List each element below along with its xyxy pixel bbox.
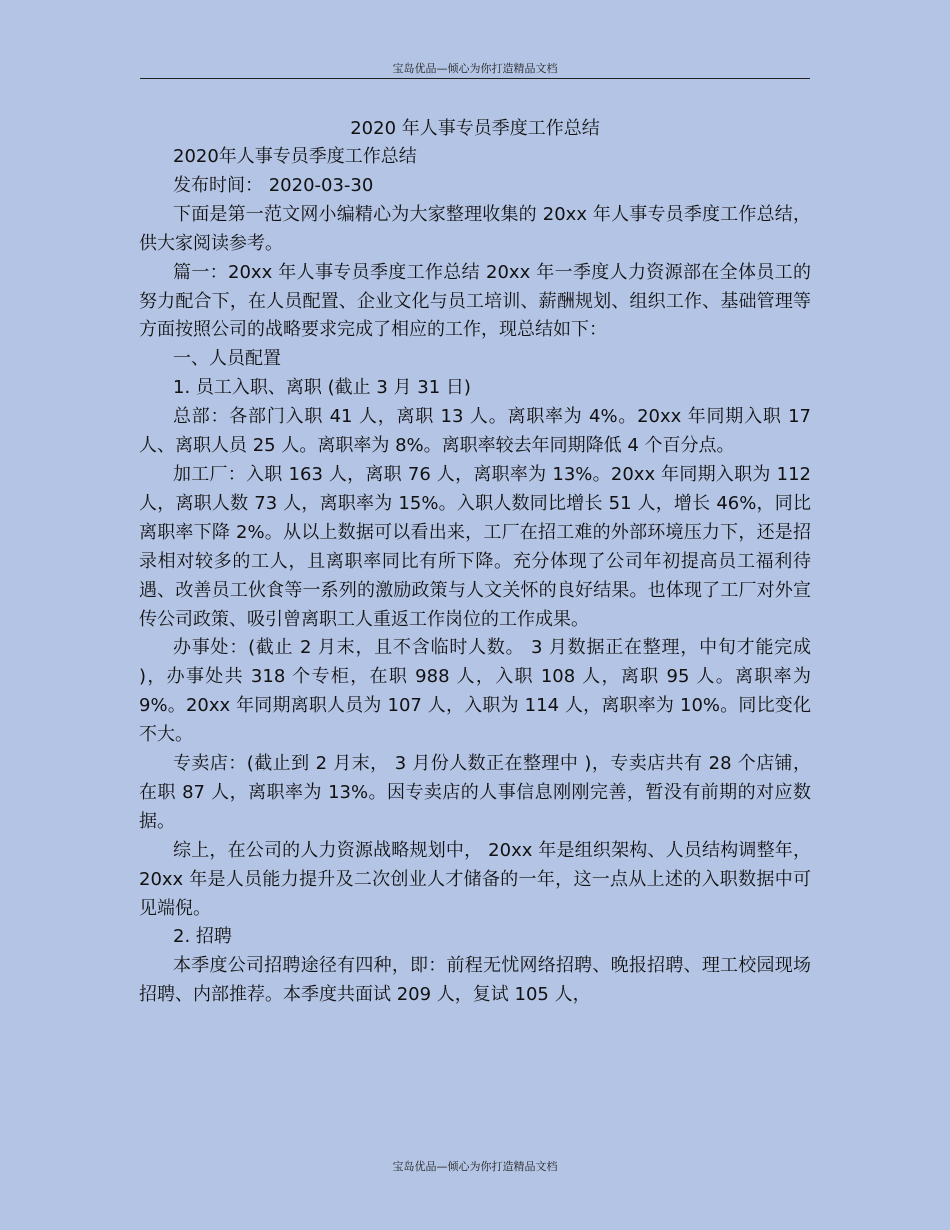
office-paragraph: 办事处：(截止 2 月末，且不含临时人数。 3 月数据正在整理，中旬才能完成 )，办事处共 318 个专柜，在职 988 人，入职 108 人，离职 95 人。离职率为 9%。20xx 年同期离职人员为 107 人，入职为 114 人，离职率为 10%。同比变化不大。 (139, 637, 811, 746)
document-title: 2020 年人事专员季度工作总结 (350, 118, 600, 139)
chapter-one-paragraph: 篇一：20xx 年人事专员季度工作总结 20xx 年一季度人力资源部在全体员工的努力配合下，在人员配置、企业文化与员工培训、薪酬规划、组织工作、基础管理等方面按照公司的战略要求完成了相应的工作，现总结如下： (139, 261, 811, 341)
headquarters-paragraph: 总部：各部门入职 41 人，离职 13 人。离职率为 4%。20xx 年同期入职 17 人、离职人员 25 人。离职率为 8%。离职率较去年同期降低 4 个百分点。 (139, 406, 811, 457)
store-paragraph: 专卖店：(截止到 2 月末， 3 月份人数正在整理中 )，专卖店共有 28 个店铺，在职 87 人，离职率为 13%。因专卖店的人事信息刚刚完善，暂没有前期的对应数据。 (139, 753, 811, 832)
section-heading-staffing: 一、人员配置 (173, 348, 281, 370)
document-body (139, 143, 811, 1010)
header-divider (140, 78, 810, 79)
factory-paragraph: 加工厂：入职 163 人，离职 76 人，离职率为 13%。20xx 年同期入职为 112 人，离职人数 73 人，离职率为 15%。入职人数同比增长 51 人，增长 46%，同比离职率下降 2%。从以上数据可以看出来，工厂在招工难的外部环境压力下，还是招录相对较多的工人，且离职率同比有所下降。充分体现了公司年初提高员工福利待遇、改善员工伙食等一系列的激励政策与人文关怀的良好结果。也体现了工厂对外宣传公司政策、吸引曾离职工人重返工作岗位的工作成果。 (139, 463, 811, 630)
intro-paragraph: 下面是第一范文网小编精心为大家整理收集的 20xx 年人事专员季度工作总结，供大家阅读参考。 (139, 203, 811, 254)
page-header: 宝岛优品—倾心为你打造精品文档 (392, 62, 558, 75)
page-footer: 宝岛优品—倾心为你打造精品文档 (392, 1160, 558, 1173)
subtitle-paragraph: 2020年人事专员季度工作总结 (173, 146, 417, 167)
recruitment-paragraph: 本季度公司招聘途径有四种，即：前程无忧网络招聘、晚报招聘、理工校园现场招聘、内部推荐。本季度共面试 209 人，复试 105 人， (139, 955, 811, 1006)
subsection-heading-recruitment: 2. 招聘 (173, 926, 232, 948)
publish-date-paragraph: 发布时间： 2020-03-30 (173, 174, 374, 196)
summary-paragraph: 综上，在公司的人力资源战略规划中， 20xx 年是组织架构、人员结构调整年，20xx 年是人员能力提升及二次创业人才储备的一年，这一点从上述的入职数据中可见端倪。 (139, 839, 811, 919)
subsection-heading-onboarding: 1. 员工入职、离职 (截止 3 月 31 日) (173, 377, 471, 399)
